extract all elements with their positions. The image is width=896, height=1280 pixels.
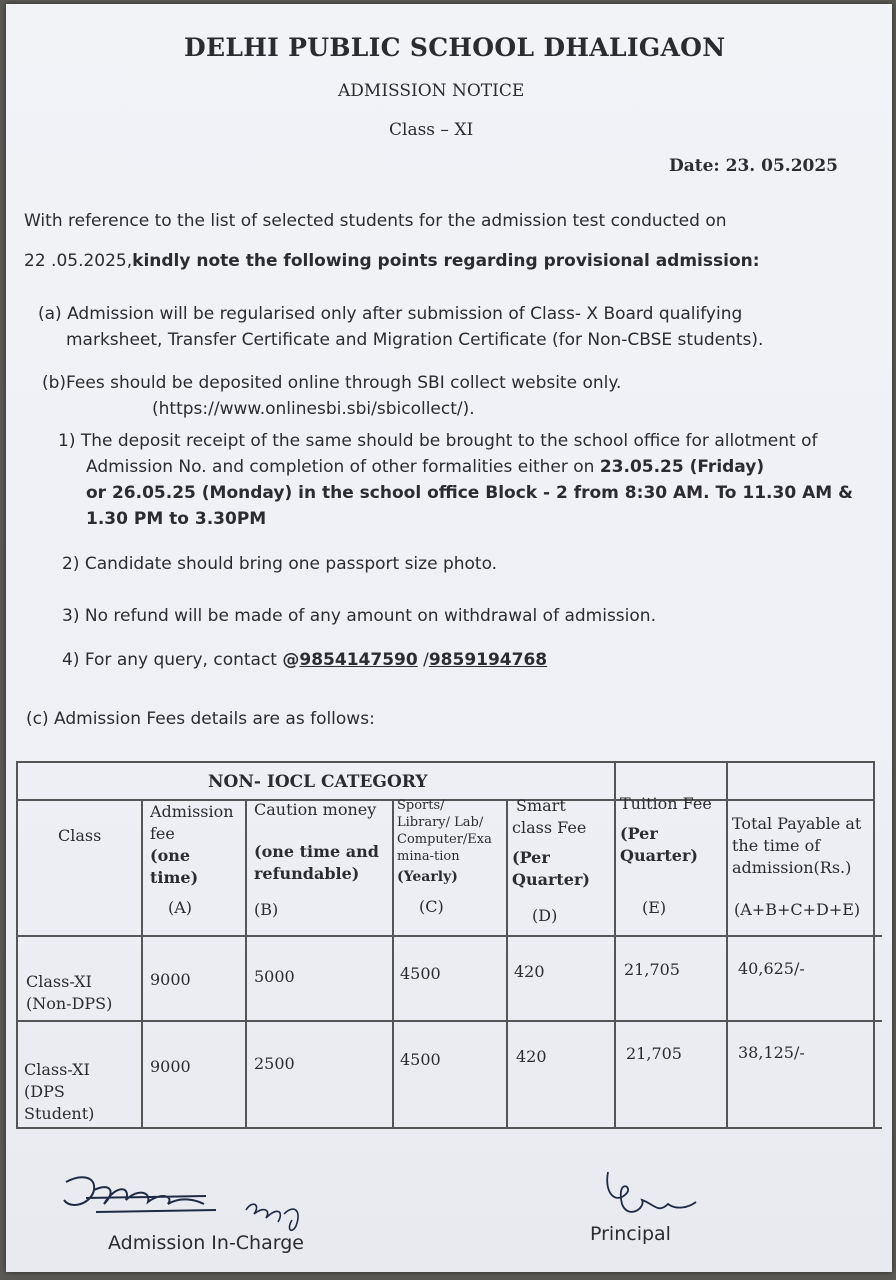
header-class: Class	[58, 826, 102, 845]
header-total: Total Payable at the time of admission(Rs.) (A+B+C+D+E)	[732, 814, 862, 919]
table-col-2	[245, 799, 247, 1129]
header-smart: Smart class Fee (Per Quarter) (D)	[512, 796, 590, 925]
table-col-6	[726, 761, 728, 1129]
table-col-5	[614, 761, 616, 1129]
phone-separator: /	[417, 650, 429, 670]
item-1-line-3: or 26.05.25 (Monday) in the school office Block - 2 from 8:30 AM. To 11.30 AM &	[86, 483, 853, 503]
row-1-caution: 5000	[254, 967, 295, 986]
row-1-smart: 420	[514, 962, 545, 981]
header-caution: Caution money (one time and refundable) (B)	[254, 800, 379, 919]
admission-incharge-signature	[56, 1170, 326, 1240]
phone-2[interactable]: 9859194768	[428, 650, 548, 670]
notice-page	[6, 4, 892, 1272]
row-2-sports: 4500	[400, 1050, 441, 1069]
item-1-text: Admission No. and completion of other formalities either on	[86, 457, 600, 477]
header-admission: Admission fee (one time) (A)	[150, 802, 234, 917]
row-2-smart: 420	[516, 1047, 547, 1066]
point-c: (c) Admission Fees details are as follows:	[26, 709, 375, 729]
item-4	[62, 650, 547, 670]
intro-line-1: With reference to the list of selected students for the admission test conducted on	[24, 211, 727, 231]
admission-incharge-label: Admission In-Charge	[108, 1232, 304, 1254]
principal-label: Principal	[590, 1223, 671, 1245]
school-name: DELHI PUBLIC SCHOOL DHALIGAON	[184, 33, 726, 62]
notice-title: ADMISSION NOTICE	[338, 81, 525, 101]
phone-1[interactable]: 9854147590	[299, 650, 418, 670]
row-1-class: Class-XI (Non-DPS)	[26, 972, 113, 1013]
table-col-3	[392, 799, 394, 1129]
intro-line-2	[24, 251, 760, 271]
header-sports: Sports/ Library/ Lab/ Computer/Exa mina-tion (Yearly) (C)	[397, 798, 492, 916]
notice-date: Date: 23. 05.2025	[669, 156, 839, 176]
table-line-row2	[16, 1020, 882, 1022]
test-date: 22 .05.2025,	[24, 251, 133, 271]
item-1-line-4: 1.30 PM to 3.30PM	[86, 509, 267, 529]
row-1-admission: 9000	[150, 970, 191, 989]
class-title: Class – XI	[389, 120, 474, 140]
at-sign: @	[282, 650, 300, 670]
point-a-line-1: (a) Admission will be regularised only after submission of Class- X Board qualifying	[38, 304, 743, 324]
point-b-line-1: (b)Fees should be deposited online through SBI collect website only.	[42, 373, 622, 393]
row-2-tuition: 21,705	[626, 1044, 682, 1063]
item-1-date: 23.05.25 (Friday)	[599, 457, 765, 477]
row-2-admission: 9000	[150, 1057, 191, 1076]
table-line-row1	[16, 935, 882, 937]
table-col-1	[141, 799, 143, 1129]
row-1-tuition: 21,705	[624, 960, 680, 979]
table-col-4	[506, 799, 508, 1129]
table-border-top	[16, 761, 874, 763]
row-2-total: 38,125/-	[738, 1043, 805, 1062]
row-1-total: 40,625/-	[738, 959, 805, 978]
item-1-line-2	[86, 457, 764, 477]
item-3: 3) No refund will be made of any amount on withdrawal of admission.	[62, 606, 656, 626]
header-tuition: Tuition Fee (Per Quarter) (E)	[620, 794, 712, 917]
intro-emphasis: kindly note the following points regarding provisional admission:	[132, 251, 760, 271]
table-border-right	[873, 761, 875, 1129]
item-4-text: 4) For any query, contact	[62, 650, 283, 670]
item-1-line-1: 1) The deposit receipt of the same should be brought to the school office for allotment of	[58, 431, 818, 451]
point-a-line-2: marksheet, Transfer Certificate and Migration Certificate (for Non-CBSE students).	[66, 330, 764, 350]
row-1-sports: 4500	[400, 964, 441, 983]
table-border-bottom	[16, 1127, 882, 1129]
row-2-caution: 2500	[254, 1054, 295, 1073]
table-category: NON- IOCL CATEGORY	[208, 772, 428, 792]
table-border-left	[16, 761, 18, 1129]
row-2-class: Class-XI (DPS Student)	[24, 1060, 95, 1123]
fee-table	[16, 761, 876, 1129]
point-b-link[interactable]: (https://www.onlinesbi.sbi/sbicollect/).	[152, 399, 475, 419]
item-2: 2) Candidate should bring one passport size photo.	[62, 554, 498, 574]
